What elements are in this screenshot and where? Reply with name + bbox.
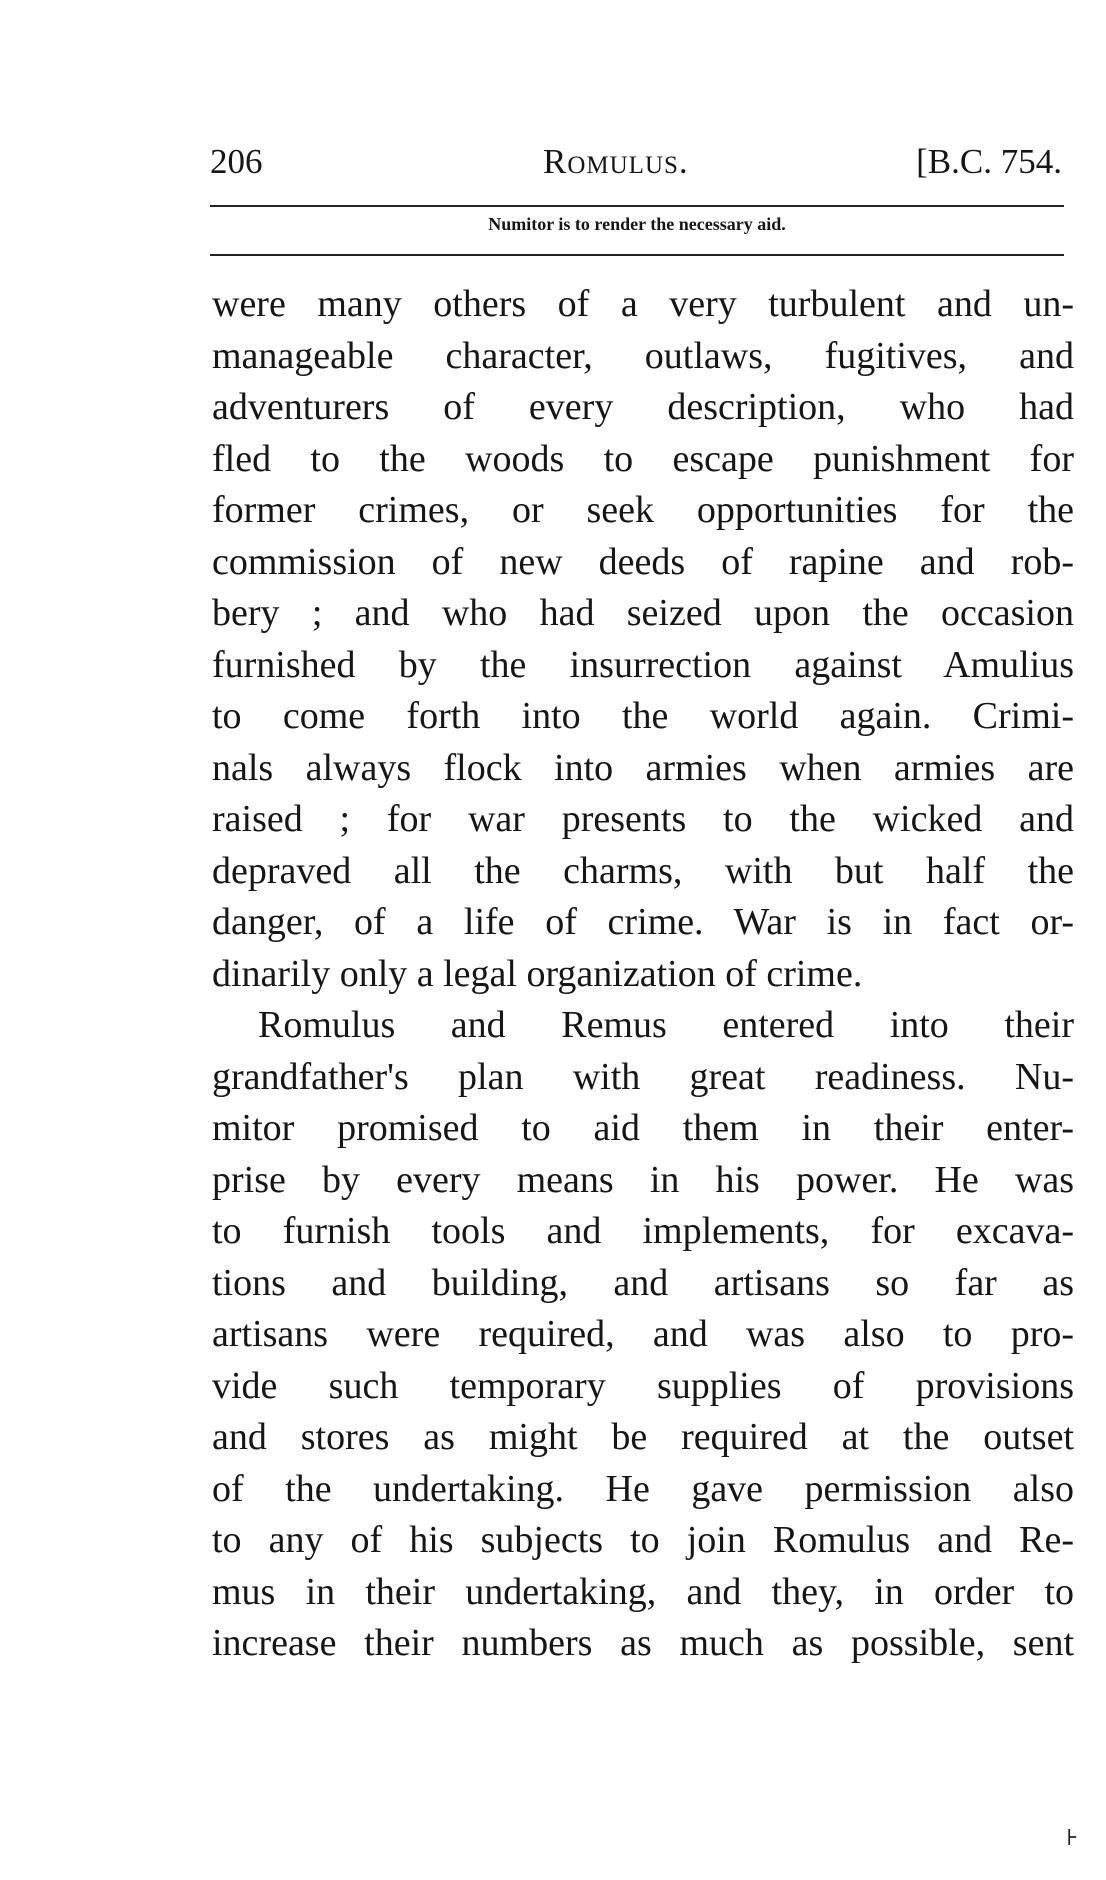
text-line: mitor promised to aid them in their enter- xyxy=(212,1107,1074,1149)
text-line: increase their numbers as much as possible, sent xyxy=(212,1622,1074,1664)
section-subheading: Numitor is to render the necessary aid. xyxy=(488,214,786,234)
text-line: commission of new deeds of rapine and rob- xyxy=(212,540,1074,583)
text-line: and stores as might be required at the outset xyxy=(212,1416,1074,1458)
printer-mark: ⊦ xyxy=(1066,1826,1079,1851)
body-text xyxy=(212,279,1074,1670)
page-number: 206 xyxy=(210,142,263,181)
header-rule-bottom xyxy=(210,254,1064,256)
text-line: bery ; and who had seized upon the occasion xyxy=(212,592,1074,634)
text-line: were many others of a very turbulent and un- xyxy=(212,283,1074,325)
text-line: prise by every means in his power. He was xyxy=(212,1158,1074,1201)
text-line: vide such temporary supplies of provisions xyxy=(212,1364,1074,1407)
text-line: to come forth into the world again. Crimi- xyxy=(212,695,1074,737)
text-line: former crimes, or seek opportunities for the xyxy=(212,489,1074,531)
text-line: adventurers of every description, who had xyxy=(212,386,1074,428)
text-line: nals always flock into armies when armies are xyxy=(212,746,1074,789)
running-date: [B.C. 754. xyxy=(916,142,1062,181)
running-head xyxy=(210,140,1070,184)
text-line: Romulus and Remus entered into their xyxy=(258,1004,1074,1046)
text-line: dinarily only a legal organization of crime. xyxy=(212,952,863,995)
text-line: artisans were required, and was also to pro- xyxy=(212,1313,1074,1355)
header-rule-top xyxy=(210,205,1064,207)
text-line: of the undertaking. He gave permission also xyxy=(212,1467,1074,1510)
text-line: raised ; for war presents to the wicked and xyxy=(212,798,1074,840)
text-line: to any of his subjects to join Romulus and Re- xyxy=(212,1519,1074,1561)
text-line: manageable character, outlaws, fugitives, and xyxy=(212,334,1074,377)
text-line: grandfather's plan with great readiness. Nu- xyxy=(212,1055,1074,1098)
text-line: depraved all the charms, with but half the xyxy=(212,849,1074,892)
text-line: furnished by the insurrection against Amulius xyxy=(212,643,1074,686)
running-title: Romulus. xyxy=(543,142,689,181)
text-line: tions and building, and artisans so far as xyxy=(212,1261,1074,1304)
text-line: danger, of a life of crime. War is in fact or- xyxy=(212,901,1074,943)
text-line: fled to the woods to escape punishment for xyxy=(212,437,1074,480)
text-line: to furnish tools and implements, for excava- xyxy=(212,1210,1074,1252)
text-line: mus in their undertaking, and they, in order to xyxy=(212,1570,1074,1613)
